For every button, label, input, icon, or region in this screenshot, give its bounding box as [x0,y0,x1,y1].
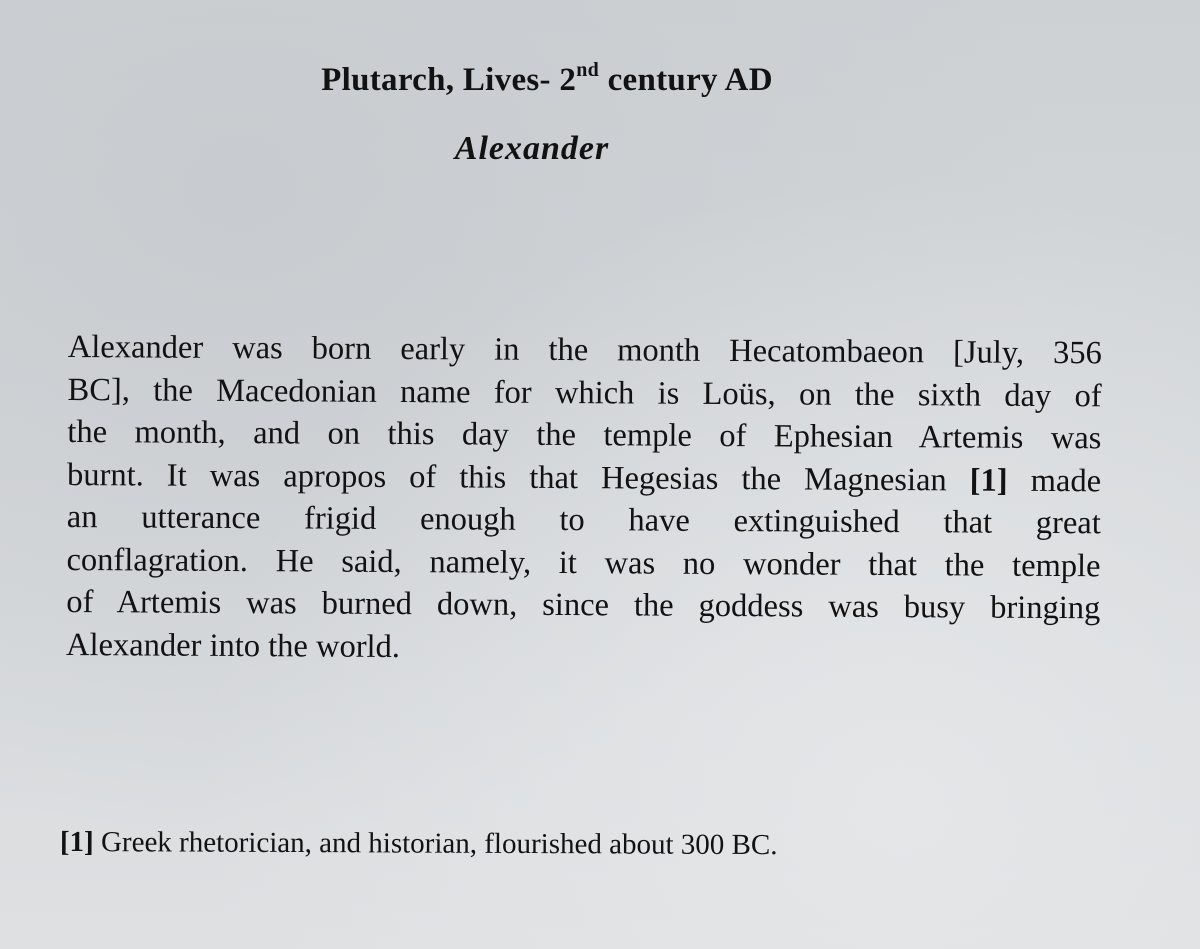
paragraph-line: conflagration. He said, namely, it was no wonder that the temple [66,541,1101,584]
paragraph-line-tail: made [1007,462,1102,499]
title-text-suffix: century AD [599,62,773,98]
body-paragraph [66,326,1102,672]
footnote-reference[interactable]: [1] [969,462,1008,499]
paragraph-line: Alexander into the world. [65,626,401,665]
title-superscript: nd [576,59,600,81]
paragraph-line: the month, and on this day the temple of Ephesian Artemis was [67,413,1102,457]
footnote-text: Greek rhetorician, and historian, flourished about 300 BC. [93,826,778,862]
title-text: Plutarch, Lives- 2 [321,62,577,98]
page-title [0,59,1094,99]
paragraph-line-text: burnt. It was apropos of this that Hegesias the Magnesian [66,456,970,499]
paragraph-line: of Artemis was burned down, since the goddess was busy bringing [66,583,1101,627]
paragraph-line: an utterance frigid enough to have extinguished that great [66,498,1101,542]
paragraph-line: BC], the Macedonian name for which is Loüs, on the sixth day of [67,371,1102,414]
paragraph-line: Alexander was born early in the month Hecatombaeon [July, 356 [67,328,1102,372]
paragraph-line-with-reference [67,453,1101,502]
page-subtitle: Alexander [454,130,610,167]
footnote [60,826,778,862]
footnote-marker: [1] [59,826,94,859]
